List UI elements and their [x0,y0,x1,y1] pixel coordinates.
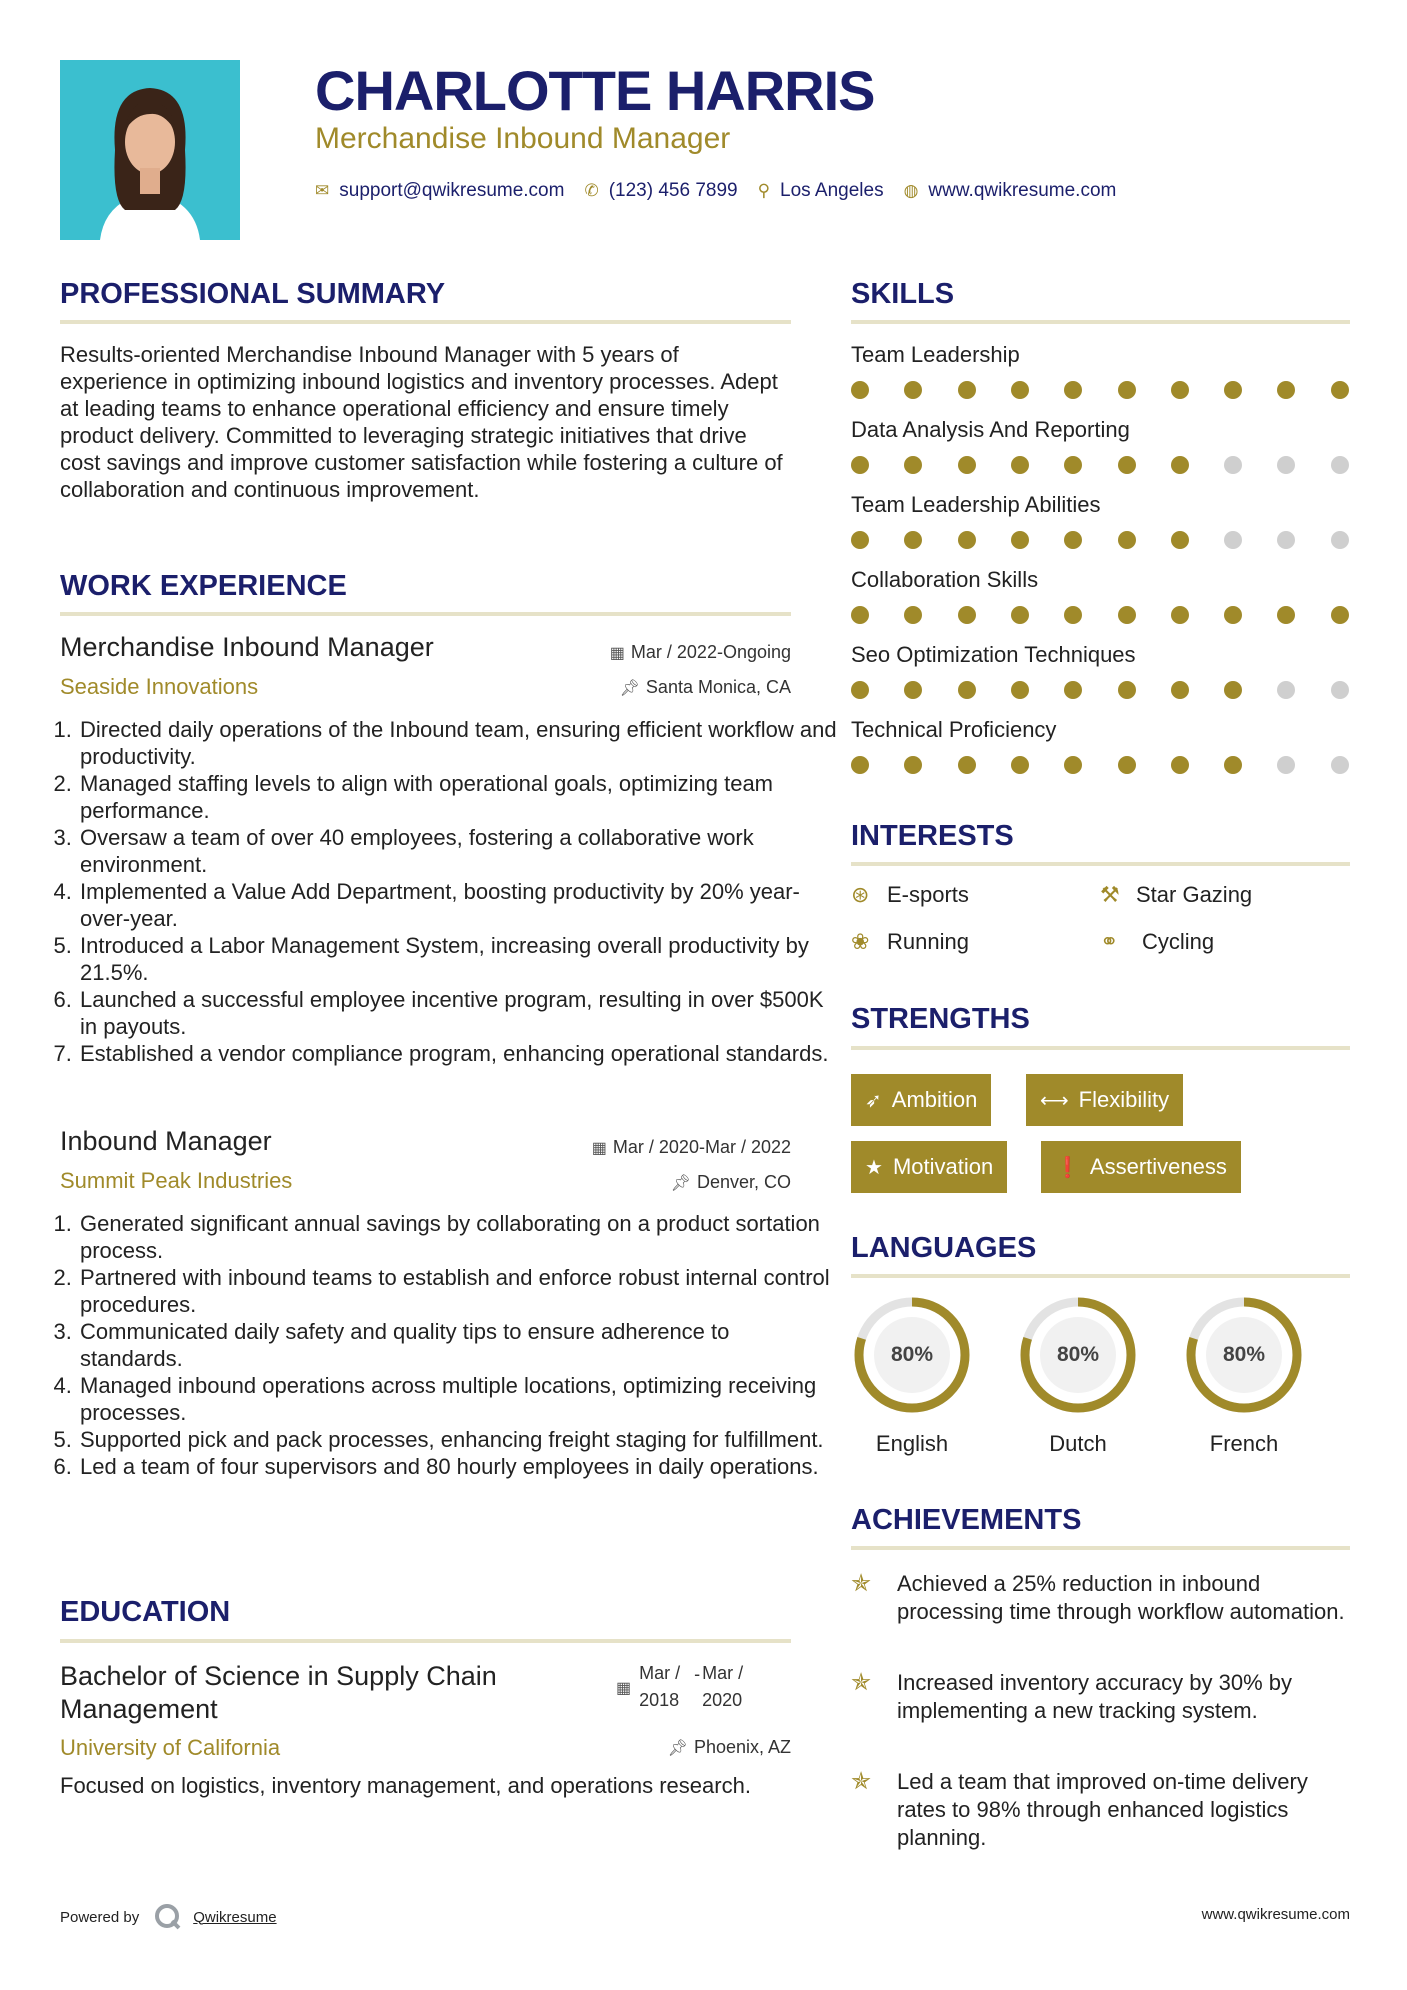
rating-dot-filled [958,456,976,474]
skill-rating [851,381,1350,401]
rating-dot-empty [1277,456,1295,474]
job-bullet: 6. Led a team of four supervisors and 80 hourly employees in daily operations. [78,1453,838,1480]
job-location-text-2: Denver, CO [696,1172,791,1192]
rating-dot-empty [1277,531,1295,549]
rating-dot-filled [1224,756,1242,774]
rating-dot-empty [1331,756,1349,774]
star-badge-icon: ✯ [851,1669,872,1696]
rocket-icon: ➶ [865,1089,882,1112]
footer-powered [60,1902,277,1932]
profile-photo [60,60,240,240]
job-date-text-1: Mar / 2022-Ongoing [630,642,791,662]
rating-dot-filled [1277,606,1295,624]
achievement-text: Led a team that improved on-time delivery rates to 98% through enhanced logistics planning. [897,1769,1308,1850]
email-link[interactable]: support@qwikresume.com [339,180,565,201]
skill-rating [851,756,1350,776]
rating-dot-filled [1011,381,1029,399]
skill-rating [851,606,1350,626]
map-pin-icon: ⚲ [757,181,771,200]
rating-dot-filled [1331,606,1349,624]
achievements-divider [851,1546,1350,1550]
rating-dot-filled [1011,606,1029,624]
rating-dot-filled [1064,681,1082,699]
rating-dot-filled [1171,756,1189,774]
job-bullet: 4. Implemented a Value Add Department, boosting productivity by 20% year-over-year. [78,878,838,932]
job-title-1: Merchandise Inbound Manager [60,632,434,662]
skill-name: Technical Proficiency [851,717,1057,742]
degree-line-1: Bachelor of Science in Supply Chain [60,1661,497,1691]
strength-assertiveness [1041,1141,1241,1193]
achievement-text: Increased inventory accuracy by 30% by implementing a new tracking system. [897,1670,1292,1723]
rating-dot-filled [851,756,869,774]
job-date-1 [610,642,791,663]
strength-ambition [851,1074,991,1126]
rating-dot-filled [851,531,869,549]
job-bullet: 5. Supported pick and pack processes, enhancing freight staging for fulfillment. [78,1426,838,1453]
bicycle-icon: ⚭ [1100,929,1119,954]
skill-name: Team Leadership Abilities [851,492,1101,517]
job-date-text-2: Mar / 2020-Mar / 2022 [612,1137,791,1157]
rating-dot-filled [1118,756,1136,774]
footer-url[interactable]: www.qwikresume.com [1201,1906,1350,1923]
job-bullets-1 [58,716,838,1067]
interest-cycling [1100,929,1214,955]
language-percent: 80% [1222,1343,1266,1366]
achievement-item [851,1669,1351,1725]
rating-dot-filled [851,381,869,399]
job-bullet: 3. Oversaw a team of over 40 employees, fostering a collaborative work environment. [78,824,838,878]
achievements-title: ACHIEVEMENTS [851,1504,1082,1536]
edu-start-month: Mar / [639,1663,681,1683]
website-link[interactable]: www.qwikresume.com [928,180,1117,201]
job-bullet: 2. Partnered with inbound teams to establish and enforce robust internal control procedures. [78,1264,838,1318]
job-location-2 [671,1172,791,1193]
achievement-item [851,1570,1351,1626]
candidate-role: Merchandise Inbound Manager [315,122,731,155]
rating-dot-filled [1064,606,1082,624]
interest-label: Cycling [1142,929,1215,954]
rating-dot-filled [851,456,869,474]
rating-dot-filled [904,531,922,549]
degree-title [60,1660,497,1726]
location-text: Los Angeles [780,180,884,201]
education-location-text: Phoenix, AZ [693,1737,791,1757]
edu-start-year: 2018 [639,1690,680,1710]
rating-dot-filled [1171,456,1189,474]
contact-bar [315,180,1136,202]
job-bullet: 5. Introduced a Labor Management System, increasing overall productivity by 21.5%. [78,932,838,986]
interest-star-gazing [1100,882,1252,908]
skill-rating [851,681,1350,701]
edu-end-month: Mar / [702,1663,744,1683]
edu-start-date [639,1660,680,1714]
edu-end-date [702,1660,743,1714]
rating-dot-filled [1277,381,1295,399]
rating-dot-filled [1118,681,1136,699]
language-name: Dutch [1049,1431,1107,1456]
rating-dot-filled [1171,531,1189,549]
rating-dot-filled [904,456,922,474]
language-percent: 80% [890,1343,934,1366]
skill-rating [851,456,1350,476]
calendar-icon: ▦ [609,645,625,662]
strength-label: Assertiveness [1089,1154,1227,1179]
hammer-icon: ⚒ [1100,882,1120,907]
job-bullet: 1. Directed daily operations of the Inbound team, ensuring efficient workflow and productivity. [78,716,838,770]
life-ring-icon: ⊛ [851,882,870,907]
rating-dot-filled [1118,456,1136,474]
rating-dot-filled [851,681,869,699]
rating-dot-filled [1118,531,1136,549]
rating-dot-filled [1224,381,1242,399]
brand-link[interactable]: Qwikresume [193,1908,277,1926]
pushpin-icon: 📌︎ [667,1740,688,1757]
experience-divider [60,612,791,616]
education-location [668,1737,791,1758]
skill-rating [851,531,1350,551]
rating-dot-filled [958,606,976,624]
rating-dot-filled [1118,381,1136,399]
languages-divider [851,1274,1350,1278]
globe-icon: ◍ [903,181,919,200]
rating-dot-filled [1064,456,1082,474]
skill-name: Seo Optimization Techniques [851,642,1136,667]
phone-icon: ✆ [584,181,599,200]
pushpin-icon: 📌︎ [670,1175,691,1192]
edu-date-separator: - [694,1664,701,1684]
rating-dot-filled [1064,381,1082,399]
phone-text: (123) 456 7899 [608,180,738,201]
rating-dot-empty [1277,681,1295,699]
education-dates [616,1660,743,1714]
arrows-horizontal-icon: ⟷ [1040,1089,1069,1112]
strength-label: Ambition [891,1087,978,1112]
skill-name: Data Analysis And Reporting [851,417,1130,442]
rating-dot-filled [1064,531,1082,549]
rating-dot-filled [1171,681,1189,699]
summary-title: PROFESSIONAL SUMMARY [60,278,446,310]
rating-dot-filled [904,606,922,624]
experience-title: WORK EXPERIENCE [60,570,347,602]
edu-end-year: 2020 [702,1690,743,1710]
achievement-item [851,1768,1351,1852]
job-bullet: 4. Managed inbound operations across multiple locations, optimizing receiving processes. [78,1372,838,1426]
rating-dot-empty [1277,756,1295,774]
rating-dot-filled [904,681,922,699]
rating-dot-filled [1331,381,1349,399]
interests-divider [851,862,1350,866]
star-icon: ★ [865,1156,883,1179]
language-ring [851,1294,973,1416]
rating-dot-filled [958,681,976,699]
rating-dot-filled [904,381,922,399]
rating-dot-filled [1118,606,1136,624]
job-bullet: 3. Communicated daily safety and quality tips to ensure adherence to standards. [78,1318,838,1372]
powered-by-text: Powered by [60,1908,140,1926]
job-date-2 [592,1137,791,1158]
job-bullet: 2. Managed staffing levels to align with operational goals, optimizing team performance. [78,770,838,824]
job-title-2: Inbound Manager [60,1126,272,1156]
paw-icon: ❀ [851,929,870,954]
rating-dot-filled [851,606,869,624]
summary-text: Results-oriented Merchandise Inbound Manager with 5 years of experience in optimizing inbound logistics and inventory processes. Adept at leading teams to enhance operational efficiency and ensure timely product delivery. Committed to leveraging strategic initiatives that drive cost savings and improve customer satisfaction while fostering a culture of collaboration and continuous improvement. [60,342,783,502]
strength-flexibility [1026,1074,1183,1126]
rating-dot-filled [1011,681,1029,699]
job-bullets-2 [58,1210,838,1480]
star-badge-icon: ✯ [851,1768,872,1795]
rating-dot-filled [958,756,976,774]
exclamation-circle-icon: ❗ [1055,1156,1080,1179]
interest-label: E-sports [887,882,969,907]
pushpin-icon: 📌︎ [619,680,640,697]
rating-dot-empty [1331,531,1349,549]
interest-label: Star Gazing [1136,882,1253,907]
skill-name: Collaboration Skills [851,567,1039,592]
rating-dot-empty [1331,681,1349,699]
strength-motivation [851,1141,1007,1193]
interest-esports [851,882,969,908]
strengths-title: STRENGTHS [851,1003,1030,1035]
rating-dot-filled [1011,531,1029,549]
star-badge-icon: ✯ [851,1570,872,1597]
languages-title: LANGUAGES [851,1232,1037,1264]
rating-dot-empty [1224,531,1242,549]
qwikresume-logo-icon [153,1902,183,1932]
rating-dot-filled [1224,681,1242,699]
strengths-divider [851,1046,1350,1050]
strength-label: Flexibility [1078,1087,1170,1112]
skill-name: Team Leadership [851,342,1020,367]
degree-line-2: Management [60,1694,218,1724]
rating-dot-filled [1011,456,1029,474]
job-location-1 [620,677,791,698]
rating-dot-filled [1011,756,1029,774]
candidate-name: CHARLOTTE HARRIS [315,59,875,122]
language-ring [1183,1294,1305,1416]
strength-label: Motivation [892,1154,994,1179]
interest-label: Running [887,929,969,954]
rating-dot-filled [1224,606,1242,624]
education-title: EDUCATION [60,1596,231,1628]
rating-dot-filled [958,381,976,399]
calendar-icon: ▦ [591,1140,607,1157]
rating-dot-empty [1331,456,1349,474]
language-name: French [1209,1431,1279,1456]
language-name: English [875,1431,949,1456]
job-bullet: 1. Generated significant annual savings by collaborating on a product sortation process. [78,1210,838,1264]
skills-title: SKILLS [851,278,955,310]
summary-divider [60,320,791,324]
rating-dot-filled [1064,756,1082,774]
rating-dot-filled [1171,606,1189,624]
achievement-text: Achieved a 25% reduction in inbound processing time through workflow automation. [897,1571,1345,1624]
job-bullet: 6. Launched a successful employee incentive program, resulting in over $500K in payouts. [78,986,838,1040]
job-company-2: Summit Peak Industries [60,1168,293,1193]
rating-dot-filled [904,756,922,774]
job-company-1: Seaside Innovations [60,674,259,699]
education-description: Focused on logistics, inventory management, and operations research. [60,1773,751,1798]
skills-divider [851,320,1350,324]
interest-running [851,929,969,955]
rating-dot-filled [1171,381,1189,399]
envelope-icon: ✉ [315,181,330,200]
calendar-icon: ▦ [616,1680,632,1697]
job-bullet: 7. Established a vendor compliance program, enhancing operational standards. [78,1040,838,1067]
rating-dot-empty [1224,456,1242,474]
education-divider [60,1639,791,1643]
job-location-text-1: Santa Monica, CA [645,677,791,697]
school-name: University of California [60,1735,281,1760]
rating-dot-filled [958,531,976,549]
language-ring [1017,1294,1139,1416]
interests-title: INTERESTS [851,820,1014,852]
language-percent: 80% [1056,1343,1100,1366]
